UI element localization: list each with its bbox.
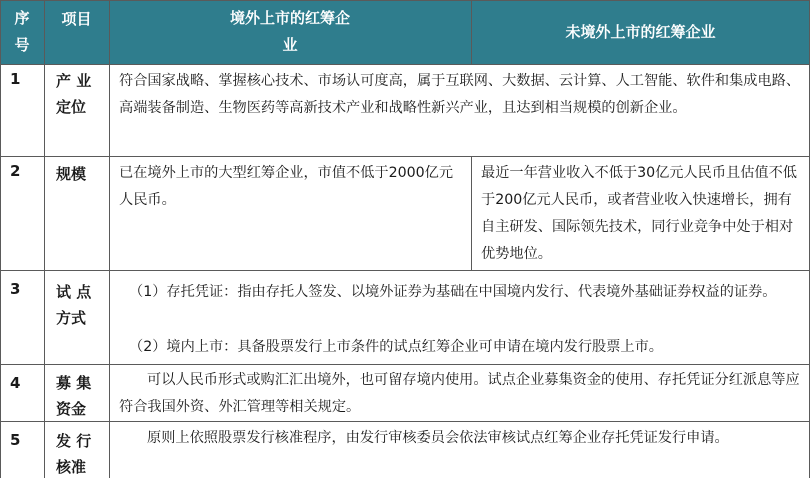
grid-vline-1: [44, 0, 45, 478]
row-4-text: 可以人民币形式或购汇汇出境外，也可留存境内使用。试点企业募集资金的使用、存托凭证分红派息等应符合我国外资、外汇管理等相关规定。: [119, 372, 800, 415]
header-col-listed-label: 境外上市的红筹企业: [229, 9, 350, 54]
row-2-number: 2: [10, 162, 21, 180]
row-4-item: 募 集 资金: [56, 374, 92, 418]
header-col-item-label: 项目: [61, 10, 92, 28]
grid-hline-row1: [0, 156, 810, 157]
header-col-unlisted-label: 未境外上市的红筹企业: [565, 22, 716, 41]
row-5-item: 发 行 核准: [56, 432, 92, 476]
row-5-text: 原则上依照股票发行核准程序，由发行审核委员会依法审核试点红筹企业存托凭证发行申请。: [147, 430, 729, 446]
grid-hline-row2: [0, 270, 810, 271]
grid-vline-row2-split: [471, 156, 472, 270]
row-1-text: 符合国家战略、掌握核心技术、市场认可度高，属于互联网、大数据、云计算、人工智能、软件和集成电路、高端装备制造、生物医药等高新技术产业和战略性新兴产业，且达到相当规模的创新企业。: [119, 73, 801, 116]
header-col-listed: [109, 0, 471, 64]
header-col-unlisted: [471, 0, 810, 64]
grid-vline-2: [109, 0, 110, 478]
grid-hline-header: [0, 64, 810, 65]
row-1-number: 1: [10, 70, 21, 88]
grid-hline-row3: [0, 364, 810, 365]
row-3-item: 试 点 方式: [56, 283, 92, 327]
header-col-no: [0, 0, 44, 64]
row-1-item: 产 业 定位: [56, 72, 92, 116]
row-2-unlisted: 最近一年营业收入不低于30亿元人民币且估值不低于200亿元人民币，或者营业收入快速增长，拥有自主研发、国际领先技术，同行业竞争中处于相对优势地位。: [481, 165, 797, 262]
row-5-number: 5: [10, 431, 21, 449]
header-col-item: [44, 0, 109, 64]
row-3-text-2: （2）境内上市：具备股票发行上市条件的试点红筹企业可申请在境内发行股票上市。: [129, 339, 663, 355]
row-3-number: 3: [10, 280, 21, 298]
grid-hline-top: [0, 0, 810, 1]
row-2-item: 规模: [56, 165, 87, 183]
grid-vline-left: [0, 0, 1, 478]
row-3-text-1: （1）存托凭证：指由存托人签发、以境外证券为基础在中国境内发行、代表境外基础证券权益的证券。: [129, 284, 777, 300]
header-col-no-label: 序号: [14, 9, 30, 54]
grid-hline-row4: [0, 421, 810, 422]
row-2-listed: 已在境外上市的大型红筹企业，市值不低于2000亿元人民币。: [119, 165, 454, 208]
row-4-number: 4: [10, 374, 21, 392]
grid-vline-header-split: [471, 0, 472, 64]
